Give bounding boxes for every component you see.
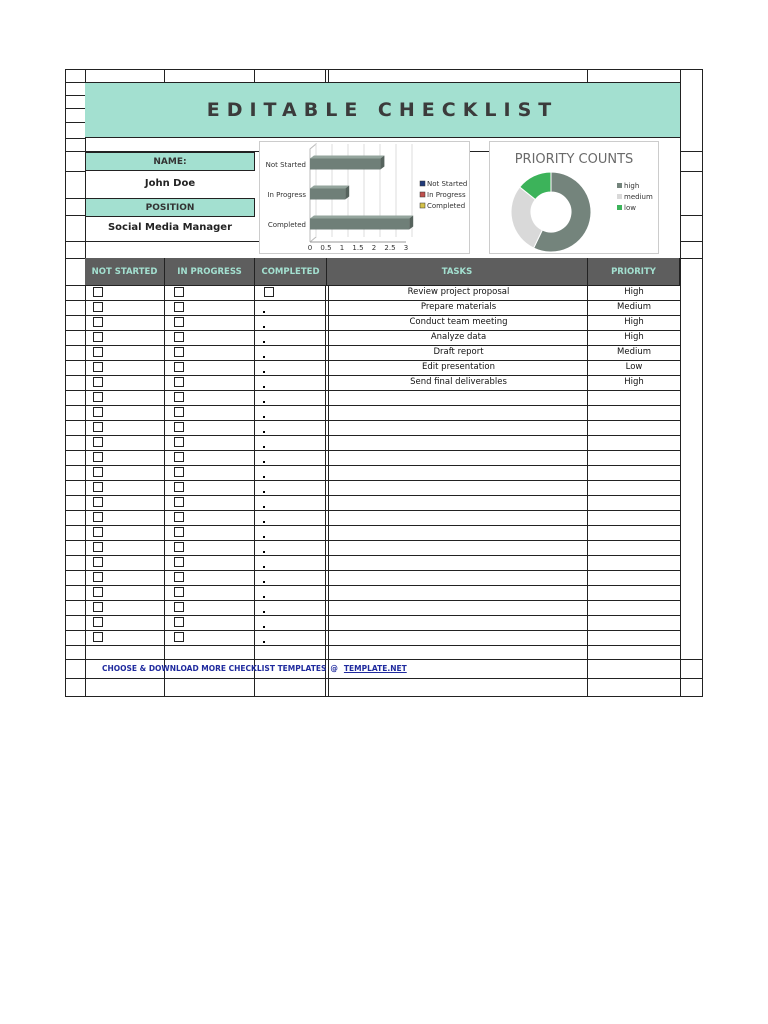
completed-marker[interactable] bbox=[263, 521, 265, 523]
grid-line bbox=[680, 258, 703, 259]
footer-link[interactable]: TEMPLATE.NET bbox=[343, 664, 407, 673]
task-priority[interactable]: High bbox=[624, 332, 644, 342]
grid-line bbox=[328, 69, 329, 82]
in-progress-checkbox[interactable] bbox=[174, 587, 184, 597]
completed-marker[interactable] bbox=[263, 371, 265, 373]
header-completed: COMPLETED bbox=[255, 258, 327, 285]
grid-line bbox=[65, 82, 85, 83]
table-row bbox=[85, 285, 680, 300]
grid-line bbox=[85, 241, 259, 242]
not-started-checkbox[interactable] bbox=[93, 497, 103, 507]
table-row bbox=[85, 585, 680, 600]
completed-marker[interactable] bbox=[263, 476, 265, 478]
task-priority[interactable]: Medium bbox=[617, 302, 651, 312]
table-row bbox=[85, 540, 680, 555]
grid-line bbox=[254, 69, 255, 82]
task-name[interactable]: Analyze data bbox=[430, 332, 487, 342]
name-label: NAME: bbox=[85, 152, 255, 171]
task-name[interactable]: Draft report bbox=[433, 347, 484, 357]
in-progress-checkbox[interactable] bbox=[174, 512, 184, 522]
not-started-checkbox[interactable] bbox=[93, 482, 103, 492]
not-started-checkbox[interactable] bbox=[93, 317, 103, 327]
footer-note bbox=[102, 664, 407, 673]
legend-swatch bbox=[420, 181, 425, 186]
header-priority: PRIORITY bbox=[588, 258, 680, 285]
page-title: EDITABLE CHECKLIST bbox=[206, 99, 559, 121]
bar bbox=[310, 159, 380, 170]
grid-line bbox=[680, 241, 703, 242]
not-started-checkbox[interactable] bbox=[93, 557, 103, 567]
grid-line bbox=[680, 69, 681, 697]
table-row bbox=[85, 510, 680, 525]
legend-swatch bbox=[420, 203, 425, 208]
not-started-checkbox[interactable] bbox=[93, 377, 103, 387]
in-progress-checkbox[interactable] bbox=[174, 317, 184, 327]
not-started-checkbox[interactable] bbox=[93, 527, 103, 537]
task-name[interactable]: Send final deliverables bbox=[410, 377, 507, 387]
grid-line bbox=[164, 69, 165, 82]
grid-line bbox=[65, 258, 85, 259]
grid-line bbox=[65, 122, 85, 123]
completed-marker[interactable] bbox=[263, 641, 265, 643]
in-progress-checkbox[interactable] bbox=[174, 482, 184, 492]
x-tick-label: 0.5 bbox=[320, 244, 332, 252]
title-band bbox=[85, 82, 680, 138]
grid-line bbox=[65, 108, 85, 109]
status-bar-chart bbox=[259, 141, 470, 254]
grid-line bbox=[65, 645, 680, 646]
legend-label: Completed bbox=[427, 202, 466, 210]
not-started-checkbox[interactable] bbox=[93, 452, 103, 462]
task-priority[interactable]: High bbox=[624, 317, 644, 327]
in-progress-checkbox[interactable] bbox=[174, 347, 184, 357]
task-name[interactable]: Edit presentation bbox=[422, 362, 495, 372]
not-started-checkbox[interactable] bbox=[93, 437, 103, 447]
category-label: Not Started bbox=[265, 161, 306, 169]
table-row bbox=[85, 315, 680, 330]
grid-line bbox=[65, 659, 703, 660]
priority-donut-chart bbox=[489, 141, 659, 254]
header-not-started: NOT STARTED bbox=[85, 258, 165, 285]
grid-line bbox=[65, 198, 85, 199]
not-started-checkbox[interactable] bbox=[93, 632, 103, 642]
in-progress-checkbox[interactable] bbox=[174, 362, 184, 372]
legend-swatch bbox=[617, 205, 622, 210]
chart-title: PRIORITY COUNTS bbox=[514, 152, 634, 167]
footer-at: @ bbox=[330, 664, 338, 673]
in-progress-checkbox[interactable] bbox=[174, 422, 184, 432]
completed-marker[interactable] bbox=[263, 446, 265, 448]
x-tick-label: 1 bbox=[339, 244, 345, 252]
legend-label: In Progress bbox=[427, 191, 466, 199]
table-row bbox=[85, 405, 680, 420]
grid-line bbox=[65, 241, 85, 242]
header-in-progress: IN PROGRESS bbox=[165, 258, 255, 285]
in-progress-checkbox[interactable] bbox=[174, 407, 184, 417]
grid-line bbox=[587, 69, 588, 82]
x-tick-label: 0 bbox=[307, 244, 313, 252]
table-row bbox=[85, 375, 680, 390]
not-started-checkbox[interactable] bbox=[93, 467, 103, 477]
x-tick-label: 1.5 bbox=[352, 244, 364, 252]
header-tasks: TASKS bbox=[327, 258, 588, 285]
completed-marker[interactable] bbox=[263, 506, 265, 508]
not-started-checkbox[interactable] bbox=[93, 332, 103, 342]
in-progress-checkbox[interactable] bbox=[174, 632, 184, 642]
completed-marker[interactable] bbox=[263, 551, 265, 553]
not-started-checkbox[interactable] bbox=[93, 587, 103, 597]
table-row bbox=[85, 600, 680, 615]
task-name[interactable]: Conduct team meeting bbox=[409, 317, 508, 327]
not-started-checkbox[interactable] bbox=[93, 602, 103, 612]
table-row bbox=[85, 480, 680, 495]
table-row bbox=[85, 345, 680, 360]
task-name[interactable]: Prepare materials bbox=[420, 302, 497, 312]
table-row bbox=[85, 570, 680, 585]
completed-marker[interactable] bbox=[263, 416, 265, 418]
not-started-checkbox[interactable] bbox=[93, 542, 103, 552]
table-row bbox=[85, 450, 680, 465]
table-row bbox=[85, 555, 680, 570]
completed-marker[interactable] bbox=[263, 626, 265, 628]
in-progress-checkbox[interactable] bbox=[174, 287, 184, 297]
bar-top bbox=[310, 156, 384, 159]
not-started-checkbox[interactable] bbox=[93, 287, 103, 297]
table-row bbox=[85, 390, 680, 405]
completed-marker[interactable] bbox=[263, 311, 265, 313]
bar-top bbox=[310, 186, 349, 189]
task-priority[interactable]: Medium bbox=[617, 347, 651, 357]
not-started-checkbox[interactable] bbox=[93, 362, 103, 372]
in-progress-checkbox[interactable] bbox=[174, 332, 184, 342]
grid-line bbox=[680, 215, 703, 216]
in-progress-checkbox[interactable] bbox=[174, 497, 184, 507]
in-progress-checkbox[interactable] bbox=[174, 572, 184, 582]
in-progress-checkbox[interactable] bbox=[174, 542, 184, 552]
completed-marker[interactable] bbox=[263, 326, 265, 328]
name-value[interactable]: John Doe bbox=[144, 177, 196, 189]
table-row bbox=[85, 495, 680, 510]
table-row bbox=[85, 465, 680, 480]
legend-label: Not Started bbox=[427, 180, 468, 188]
grid-line bbox=[65, 678, 703, 679]
completed-marker[interactable] bbox=[263, 491, 265, 493]
not-started-checkbox[interactable] bbox=[93, 392, 103, 402]
bar-top bbox=[310, 216, 413, 219]
table-row bbox=[85, 435, 680, 450]
not-started-checkbox[interactable] bbox=[93, 512, 103, 522]
footer-text: CHOOSE & DOWNLOAD MORE CHECKLIST TEMPLATES bbox=[102, 664, 327, 673]
grid-line bbox=[680, 151, 703, 152]
legend-swatch bbox=[420, 192, 425, 197]
in-progress-checkbox[interactable] bbox=[174, 617, 184, 627]
legend-swatch bbox=[617, 183, 622, 188]
grid-line bbox=[65, 171, 85, 172]
completed-marker[interactable] bbox=[263, 356, 265, 358]
completed-marker[interactable] bbox=[263, 581, 265, 583]
completed-marker[interactable] bbox=[263, 461, 265, 463]
position-value[interactable]: Social Media Manager bbox=[107, 221, 233, 233]
in-progress-checkbox[interactable] bbox=[174, 377, 184, 387]
in-progress-checkbox[interactable] bbox=[174, 527, 184, 537]
legend-label: low bbox=[624, 204, 636, 212]
table-row bbox=[85, 360, 680, 375]
completed-checkbox[interactable] bbox=[264, 287, 274, 297]
not-started-checkbox[interactable] bbox=[93, 347, 103, 357]
position-label: POSITION bbox=[85, 198, 255, 217]
table-row bbox=[85, 525, 680, 540]
legend-label: high bbox=[624, 182, 640, 190]
completed-marker[interactable] bbox=[263, 401, 265, 403]
in-progress-checkbox[interactable] bbox=[174, 557, 184, 567]
not-started-checkbox[interactable] bbox=[93, 422, 103, 432]
table-row bbox=[85, 420, 680, 435]
in-progress-checkbox[interactable] bbox=[174, 392, 184, 402]
task-name[interactable]: Review project proposal bbox=[407, 287, 510, 297]
bar bbox=[310, 189, 345, 200]
completed-marker[interactable] bbox=[263, 341, 265, 343]
task-priority[interactable]: High bbox=[624, 287, 644, 297]
x-tick-label: 3 bbox=[403, 244, 409, 252]
in-progress-checkbox[interactable] bbox=[174, 602, 184, 612]
in-progress-checkbox[interactable] bbox=[174, 467, 184, 477]
completed-marker[interactable] bbox=[263, 596, 265, 598]
in-progress-checkbox[interactable] bbox=[174, 452, 184, 462]
grid-line bbox=[65, 95, 85, 96]
status-bar-chart-svg bbox=[260, 142, 469, 253]
task-priority[interactable]: High bbox=[624, 377, 644, 387]
not-started-checkbox[interactable] bbox=[93, 407, 103, 417]
in-progress-checkbox[interactable] bbox=[174, 302, 184, 312]
grid-line bbox=[65, 138, 85, 139]
x-tick-label: 2.5 bbox=[384, 244, 396, 252]
not-started-checkbox[interactable] bbox=[93, 302, 103, 312]
grid-line bbox=[65, 151, 85, 152]
task-priority[interactable]: Low bbox=[625, 362, 643, 372]
grid-line bbox=[325, 69, 326, 82]
not-started-checkbox[interactable] bbox=[93, 617, 103, 627]
category-label: In Progress bbox=[267, 191, 306, 199]
completed-marker[interactable] bbox=[263, 566, 265, 568]
completed-marker[interactable] bbox=[263, 431, 265, 433]
legend-swatch bbox=[617, 194, 622, 199]
table-row bbox=[85, 615, 680, 630]
bar bbox=[310, 219, 409, 230]
category-label: Completed bbox=[267, 221, 306, 229]
priority-donut-chart-svg bbox=[490, 142, 658, 253]
not-started-checkbox[interactable] bbox=[93, 572, 103, 582]
table-row bbox=[85, 300, 680, 315]
completed-marker[interactable] bbox=[263, 536, 265, 538]
completed-marker[interactable] bbox=[263, 611, 265, 613]
table-row bbox=[85, 330, 680, 345]
legend-label: medium bbox=[624, 193, 653, 201]
grid-line bbox=[680, 171, 703, 172]
in-progress-checkbox[interactable] bbox=[174, 437, 184, 447]
grid-line bbox=[470, 151, 489, 152]
completed-marker[interactable] bbox=[263, 386, 265, 388]
x-tick-label: 2 bbox=[371, 244, 377, 252]
grid-line bbox=[65, 215, 85, 216]
table-row bbox=[85, 630, 680, 645]
